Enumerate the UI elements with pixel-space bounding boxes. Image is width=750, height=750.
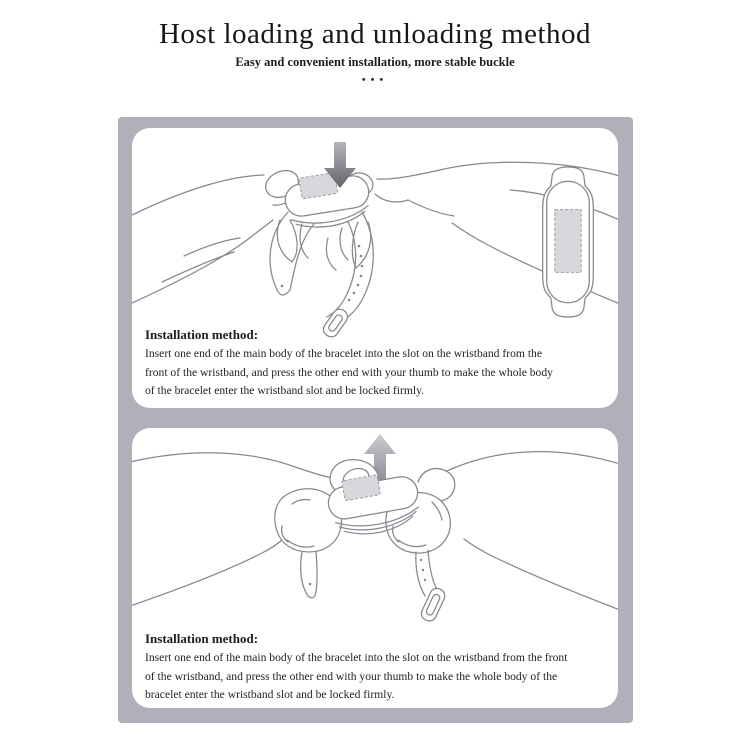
instruction-line: Insert one end of the main body of the bracelet into the slot on the wristband from the <box>145 347 542 360</box>
page-subtitle: Easy and convenient installation, more stable buckle <box>235 55 515 69</box>
instruction-line: of the wristband, and press the other end with your thumb to make the whole body of the <box>145 669 558 683</box>
instruction-text <box>145 629 611 705</box>
strap-holes <box>420 559 426 581</box>
instruction-line: front of the wristband, and press the other end with your thumb to make the whole body <box>145 365 553 379</box>
instruction-line: bracelet enter the wristband slot and be locked firmly. <box>145 688 395 701</box>
instruction-panel <box>118 117 633 723</box>
instruction-line: Insert one end of the main body of the bracelet into the slot on the wristband from the front <box>145 651 568 664</box>
instruction-text <box>145 325 611 401</box>
page-title: Host loading and unloading method <box>158 18 592 50</box>
instruction-heading: Installation method: <box>145 327 259 342</box>
tracker-screen <box>555 210 581 273</box>
instruction-card-install <box>132 128 618 408</box>
wrist-strap-loop <box>270 212 373 338</box>
instruction-heading: Installation method: <box>145 631 259 646</box>
wrist-strap-ends <box>301 550 447 623</box>
instruction-card-remove <box>132 428 618 708</box>
instruction-line: of the bracelet enter the wristband slot and be locked firmly. <box>145 384 425 397</box>
left-hand <box>132 453 379 606</box>
divider-dots-icon: ••• <box>361 74 389 86</box>
fingers-behind-strap <box>277 220 370 270</box>
wristband-front-view-illustration <box>537 164 599 320</box>
hands-push-tracker-up-illustration <box>132 428 618 633</box>
